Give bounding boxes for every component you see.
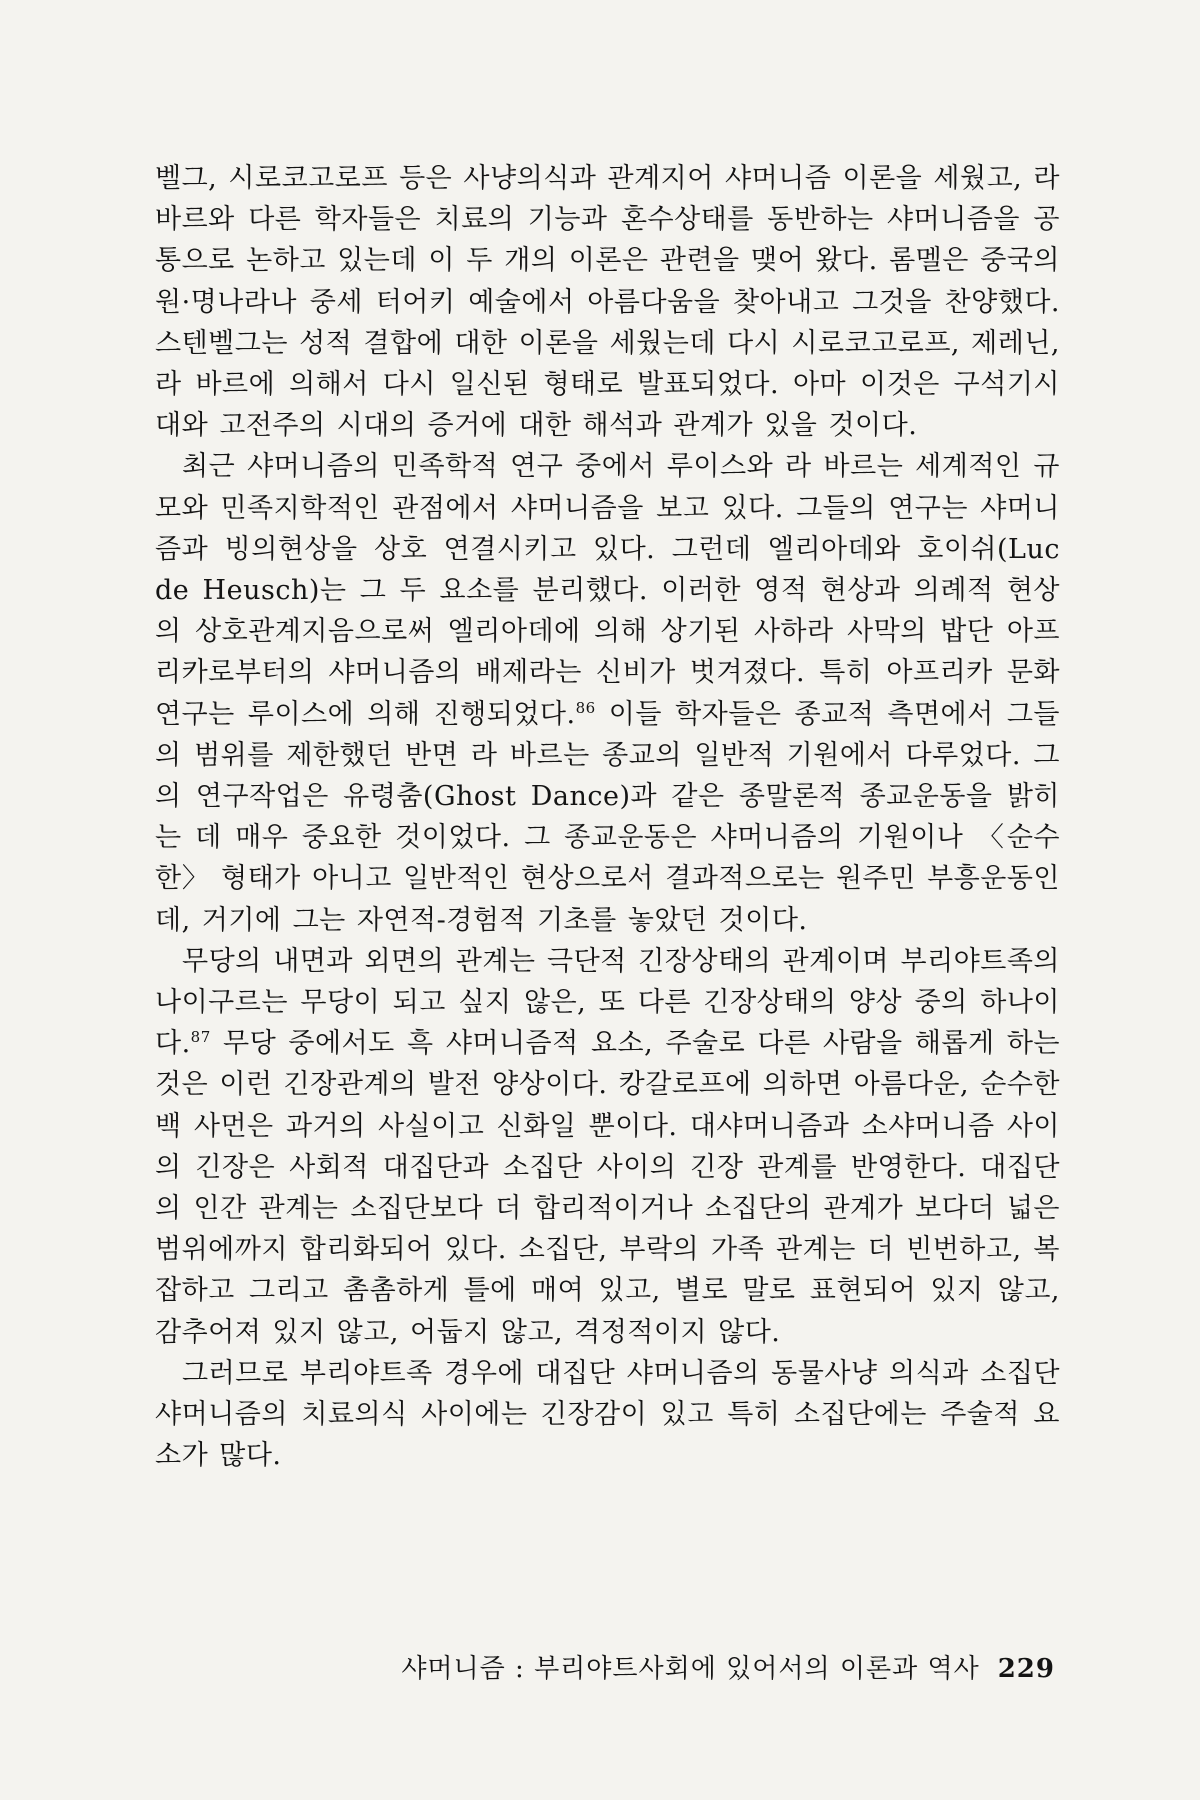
paragraph-text: 벨그, 시로코고로프 등은 사냥의식과 관계지어 샤머니즘 이론을 세웠고, 라 바르와 다른 학자들은 치료의 기능과 혼수상태를 동반하는 샤머니즘을 공통으로 논하고 있는데 이 두 개의 이론은 관련을 맺어 왔다. 롬멜은 중국의 원·명나라나 중세 터어키 예술에서 아름다움을 찾아내고 그것을 찬양했다. 스텐벨그는 성적 결합에 대한 이론을 세웠는데 다시 시로코고로프, 제레닌, 라 바르에 의해서 다시 일신된 형태로 발표되었다. 아마 이것은 구석기시대와 고전주의 시대의 증거에 대한 해석과 관계가 있을 것이다. — [155, 163, 1060, 442]
paragraph-2 — [155, 446, 1060, 940]
paragraph-text: 최근 샤머니즘의 민족학적 연구 중에서 루이스와 라 바르는 세계적인 규모와 민족지학적인 관점에서 샤머니즘을 보고 있다. 그들의 연구는 샤머니즘과 빙의현상을 상호 연결시키고 있다. 그런데 엘리아데와 호이쉬(Luc de Heusch)는 그 두 요소를 분리했다. 이러한 영적 현상과 의례적 현상의 상호관계지음으로써 엘리아데에 의해 상기된 사하라 사막의 밥단 아프리카로부터의 샤머니즘의 배제라는 신비가 벗겨졌다. 특히 아프리카 문화 연구는 루이스에 의해 진행되었다. — [155, 451, 1060, 730]
page-number: 229 — [997, 1654, 1055, 1684]
paragraph-1 — [155, 158, 1060, 446]
running-title: 샤머니즘 : 부리야트사회에 있어서의 이론과 역사 — [401, 1654, 980, 1684]
paragraph-3 — [155, 941, 1060, 1353]
page-footer — [401, 1648, 1055, 1685]
paragraph-text: 무당의 내면과 외면의 관계는 극단적 긴장상태의 관계이며 부리야트족의 나이구르는 무당이 되고 싶지 않은, 또 다른 긴장상태의 양상 중의 하나이다. — [155, 945, 1060, 1060]
paragraph-text-continued: 무당 중에서도 흑 샤머니즘적 요소, 주술로 다른 사람을 해롭게 하는 것은 이런 긴장관계의 발전 양상이다. 캉갈로프에 의하면 아름다운, 순수한 백 사먼은 과거의 사실이고 신화일 뿐이다. 대샤머니즘과 소샤머니즘 사이의 긴장은 사회적 대집단과 소집단 사이의 긴장 관계를 반영한다. 대집단의 인간 관계는 소집단보다 더 합리적이거나 소집단의 관계가 보다더 넓은 범위에까지 합리화되어 있다. 소집단, 부락의 가족 관계는 더 빈번하고, 복잡하고 그리고 촘촘하게 틀에 매여 있고, 별로 말로 표현되어 있지 않고, 감추어져 있지 않고, 어둡지 않고, 격정적이지 않다. — [155, 1028, 1060, 1348]
footnote-marker: 86 — [575, 698, 596, 717]
footnote-marker: 87 — [190, 1028, 211, 1047]
paragraph-4 — [155, 1353, 1060, 1477]
body-text — [155, 158, 1060, 1477]
paragraph-text-continued: 이들 학자들은 종교적 측면에서 그들의 범위를 제한했던 반면 라 바르는 종교의 일반적 기원에서 다루었다. 그의 연구작업은 유령춤(Ghost Dance)과 같은 종말론적 종교운동을 밝히는 데 매우 중요한 것이었다. 그 종교운동은 샤머니즘의 기원이나 〈순수한〉 형태가 아니고 일반적인 현상으로서 결과적으로는 원주민 부흥운동인데, 거기에 그는 자연적-경험적 기초를 놓았던 것이다. — [155, 698, 1060, 936]
paragraph-text: 그러므로 부리야트족 경우에 대집단 샤머니즘의 동물사냥 의식과 소집단 샤머니즘의 치료의식 사이에는 긴장감이 있고 특히 소집단에는 주술적 요소가 많다. — [155, 1357, 1060, 1472]
